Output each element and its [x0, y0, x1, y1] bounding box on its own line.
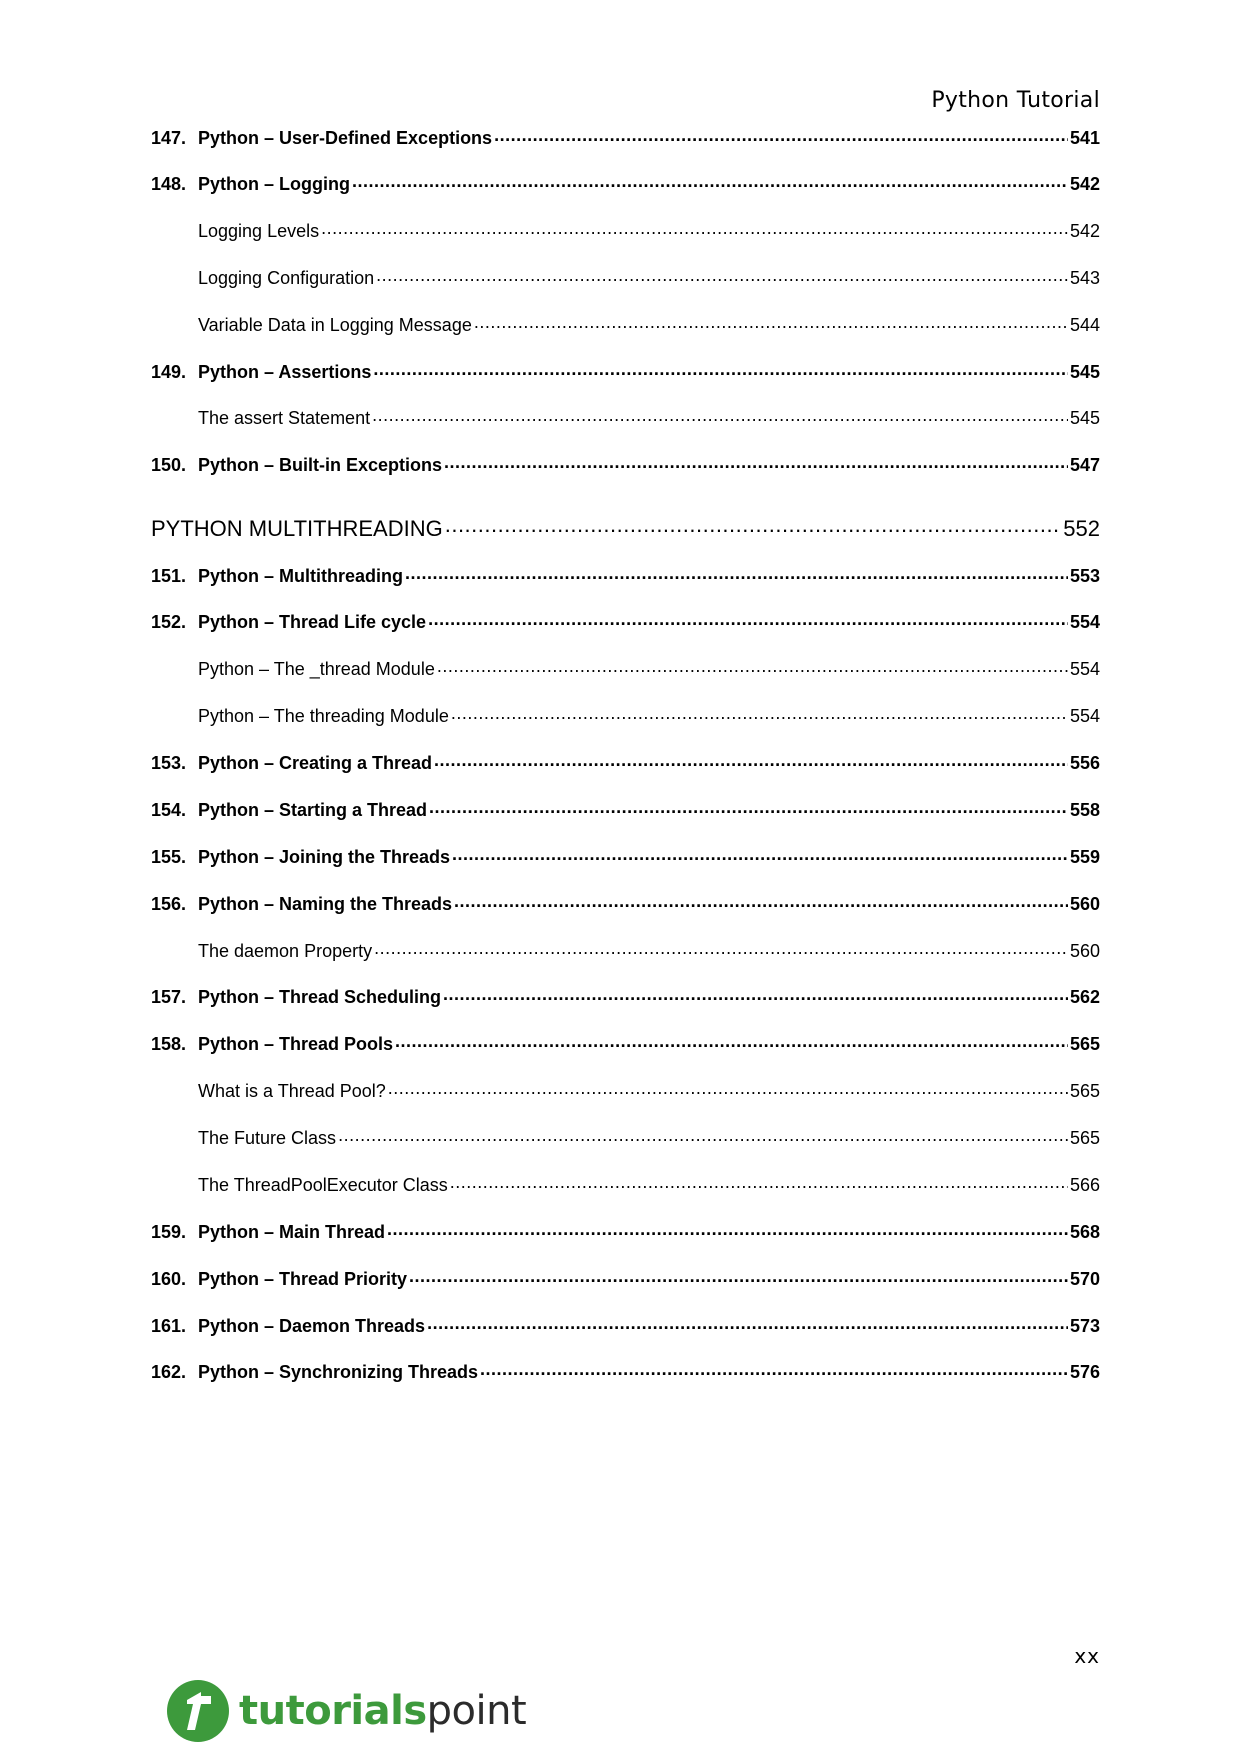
- toc-entry-page: 554: [1069, 659, 1100, 679]
- toc-entry-title: The Future Class: [198, 1128, 337, 1148]
- toc-entry-section[interactable]: [151, 704, 1100, 734]
- toc-entry-title: Python – Starting a Thread: [198, 800, 428, 820]
- toc-entry-number: 151.: [151, 566, 187, 586]
- toc-entry-number: 148.: [151, 174, 187, 194]
- toc-entry-chapter[interactable]: [151, 1032, 1100, 1062]
- toc-entry-page: 545: [1069, 362, 1100, 382]
- toc-entry-section[interactable]: [151, 939, 1100, 969]
- toc-entry-section[interactable]: [151, 219, 1100, 249]
- toc-entry-title: Python – Thread Life cycle: [198, 612, 427, 632]
- toc-leader-dots: [445, 514, 1062, 536]
- toc-leader-dots: [480, 1360, 1068, 1378]
- toc-entry-chapter[interactable]: [151, 1360, 1100, 1390]
- toc-entry-page: 576: [1069, 1362, 1100, 1382]
- toc-leader-dots: [437, 657, 1068, 675]
- toc-entry-title: Python – Creating a Thread: [198, 753, 433, 773]
- toc-entry-page: 565: [1069, 1081, 1100, 1101]
- toc-entry-chapter[interactable]: [151, 360, 1100, 390]
- toc-entry-title: The daemon Property: [198, 941, 373, 961]
- toc-entry-section[interactable]: [151, 1126, 1100, 1156]
- toc-leader-dots: [338, 1126, 1068, 1144]
- toc-entry-number: 156.: [151, 894, 187, 914]
- toc-entry-page: 554: [1069, 706, 1100, 726]
- toc-entry-number: 150.: [151, 455, 187, 475]
- toc-leader-dots: [444, 453, 1068, 471]
- toc-entry-title: Python – Naming the Threads: [198, 894, 453, 914]
- toc-entry-number: 162.: [151, 1362, 187, 1382]
- toc-entry-chapter[interactable]: [151, 985, 1100, 1015]
- toc-entry-page: 560: [1069, 941, 1100, 961]
- toc-leader-dots: [376, 266, 1068, 284]
- toc-entry-page: 565: [1069, 1034, 1100, 1054]
- toc-leader-dots: [474, 313, 1068, 331]
- toc-entry-number: 152.: [151, 612, 187, 632]
- toc-entry-chapter[interactable]: [151, 172, 1100, 202]
- toc-entry-number: 155.: [151, 847, 187, 867]
- toc-entry-section[interactable]: [151, 1079, 1100, 1109]
- toc-entry-number: 147.: [151, 128, 187, 148]
- toc-entry-title: Python – Thread Scheduling: [198, 987, 442, 1007]
- toc-entry-page: 552: [1063, 516, 1100, 541]
- toc-entry-title: Python – Logging: [198, 174, 350, 194]
- toc-entry-number: 158.: [151, 1034, 187, 1054]
- toc-entry-chapter[interactable]: [151, 798, 1100, 828]
- toc-entry-title: Python – User-Defined Exceptions: [198, 128, 493, 148]
- toc-entry-page: 558: [1069, 800, 1100, 820]
- toc-entry-section[interactable]: [151, 657, 1100, 687]
- toc-entry-title: Python – Multithreading: [198, 566, 403, 586]
- tutorialspoint-logo-wordmark: [239, 1688, 527, 1734]
- toc-entry-chapter[interactable]: [151, 610, 1100, 640]
- toc-leader-dots: [454, 892, 1068, 910]
- toc-entry-chapter[interactable]: [151, 1314, 1100, 1344]
- toc-entry-chapter[interactable]: [151, 751, 1100, 781]
- toc-entry-page: 565: [1069, 1128, 1100, 1148]
- toc-leader-dots: [395, 1032, 1068, 1050]
- toc-leader-dots: [443, 985, 1068, 1003]
- toc-leader-dots: [452, 845, 1068, 863]
- tutorialspoint-logo: [165, 1677, 526, 1745]
- toc-entry-page: 541: [1069, 128, 1100, 148]
- toc-entry-page: 566: [1069, 1175, 1100, 1195]
- toc-leader-dots: [429, 798, 1068, 816]
- toc-entry-page: 545: [1069, 408, 1100, 428]
- toc-entry-number: 161.: [151, 1316, 187, 1336]
- toc-entry-chapter[interactable]: [151, 126, 1100, 156]
- toc-entry-page: 554: [1069, 612, 1100, 632]
- toc-entry-title: Python – Joining the Threads: [198, 847, 451, 867]
- toc-leader-dots: [387, 1220, 1068, 1238]
- toc-entry-page: 544: [1069, 315, 1100, 335]
- toc-entry-section[interactable]: [151, 313, 1100, 343]
- toc-entry-title: Logging Levels: [198, 221, 320, 241]
- toc-entry-title: The ThreadPoolExecutor Class: [198, 1175, 448, 1195]
- logo-text-point: point: [426, 1688, 527, 1734]
- toc-entry-page: 543: [1069, 268, 1100, 288]
- tutorialspoint-logo-icon: [165, 1678, 231, 1744]
- toc-entry-title: Python – Synchronizing Threads: [198, 1362, 479, 1382]
- toc-entry-title: Python – The _thread Module: [198, 659, 435, 679]
- toc-leader-dots: [352, 172, 1068, 190]
- toc-entry-title: Python – Built-in Exceptions: [198, 455, 443, 475]
- toc-leader-dots: [434, 751, 1068, 769]
- toc-entry-page: 542: [1069, 174, 1100, 194]
- toc-entry-title: Python – Thread Pools: [198, 1034, 394, 1054]
- toc-entry-chapter[interactable]: [151, 1267, 1100, 1297]
- toc-entry-page: 562: [1069, 987, 1100, 1007]
- toc-entry-chapter[interactable]: [151, 1220, 1100, 1250]
- toc-entry-section[interactable]: [151, 406, 1100, 436]
- toc-entry-number: 157.: [151, 987, 187, 1007]
- toc-entry-section[interactable]: [151, 266, 1100, 296]
- toc-entry-title: The assert Statement: [198, 408, 371, 428]
- toc-entry-title: Python – Assertions: [198, 362, 372, 382]
- toc-entry-chapter[interactable]: [151, 892, 1100, 922]
- toc-leader-dots: [427, 1314, 1068, 1332]
- page-number: xx: [1074, 1644, 1100, 1668]
- toc-leader-dots: [494, 126, 1068, 144]
- running-header-title: Python Tutorial: [931, 88, 1100, 113]
- toc-entry-page: 553: [1069, 566, 1100, 586]
- toc-entry-number: 154.: [151, 800, 187, 820]
- toc-entry-page: 568: [1069, 1222, 1100, 1242]
- toc-entry-section[interactable]: [151, 1173, 1100, 1203]
- toc-leader-dots: [405, 564, 1068, 582]
- toc-entry-page: 573: [1069, 1316, 1100, 1336]
- toc-entry-title: What is a Thread Pool?: [198, 1081, 386, 1101]
- toc-entry-page: 556: [1069, 753, 1100, 773]
- toc-entry-number: 159.: [151, 1222, 187, 1242]
- toc-leader-dots: [321, 219, 1068, 237]
- toc-entry-page: 547: [1069, 455, 1100, 475]
- logo-text-tutorials: tutorials: [239, 1688, 427, 1734]
- toc-entry-chapter[interactable]: [151, 453, 1100, 483]
- toc-entry-title: Python – Daemon Threads: [198, 1316, 426, 1336]
- toc-leader-dots: [388, 1079, 1068, 1097]
- toc-leader-dots: [428, 610, 1068, 628]
- toc-entry-number: 160.: [151, 1269, 187, 1289]
- toc-entry-title: PYTHON MULTITHREADING: [151, 516, 443, 541]
- toc-entry-number: 153.: [151, 753, 187, 773]
- toc-entry-page: 560: [1069, 894, 1100, 914]
- toc-entry-chapter[interactable]: [151, 845, 1100, 875]
- toc-entry-title: Python – The threading Module: [198, 706, 449, 726]
- toc-leader-dots: [409, 1267, 1068, 1285]
- toc-leader-dots: [451, 704, 1068, 722]
- toc-leader-dots: [372, 406, 1068, 424]
- toc-entry-title: Variable Data in Logging Message: [198, 315, 472, 335]
- toc-entry-number: 149.: [151, 362, 187, 382]
- toc-entry-part[interactable]: [151, 514, 1100, 548]
- toc-leader-dots: [450, 1173, 1068, 1191]
- toc-entry-page: 559: [1069, 847, 1100, 867]
- toc-entry-chapter[interactable]: [151, 564, 1100, 594]
- toc-entry-title: Python – Thread Priority: [198, 1269, 408, 1289]
- toc-entry-page: 542: [1069, 221, 1100, 241]
- toc-entry-title: Logging Configuration: [198, 268, 375, 288]
- toc-entry-title: Python – Main Thread: [198, 1222, 386, 1242]
- toc-entry-page: 570: [1069, 1269, 1100, 1289]
- toc-leader-dots: [374, 939, 1068, 957]
- toc-leader-dots: [373, 360, 1068, 378]
